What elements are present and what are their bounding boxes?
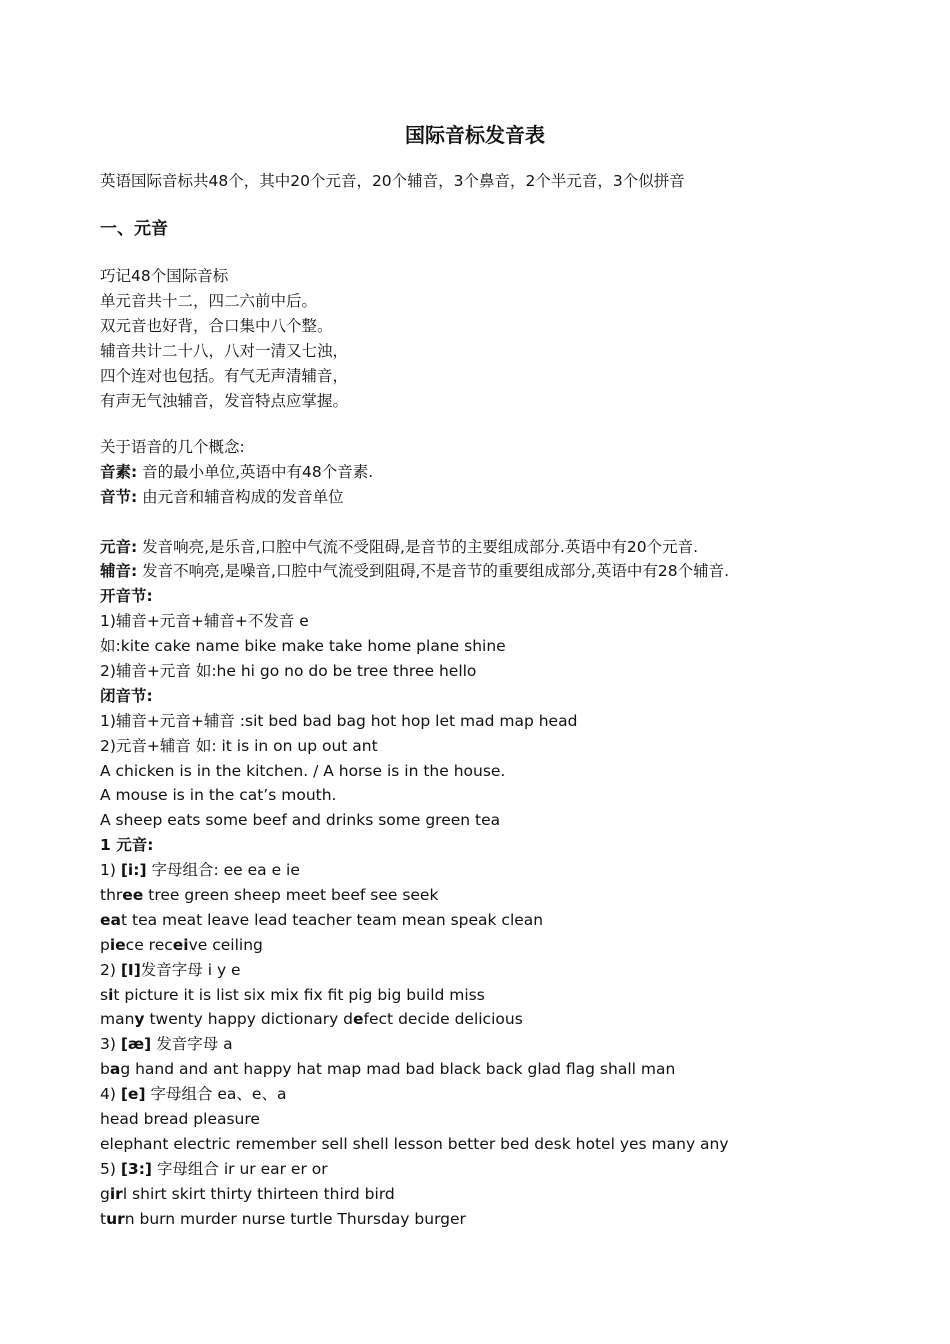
definition-syllable [100, 485, 729, 510]
vowel-description: 字母组合 ir ur ear er or [152, 1159, 328, 1178]
poem-line: 有声无气浊辅音，发音特点应掌握。 [100, 392, 349, 410]
term: 音素: [100, 462, 138, 481]
poem-line: 四个连对也包括。有气无声清辅音， [100, 367, 349, 385]
example-words [100, 908, 729, 933]
poem-line: 巧记48个国际音标 [100, 267, 229, 285]
example-sentence: A sheep eats some beef and drinks some green tea [100, 811, 501, 830]
vowel-heading [100, 1032, 729, 1057]
vowel-ipa: [e] [120, 1085, 146, 1104]
vowel-ipa: [3:] [120, 1159, 152, 1178]
vowel-heading [100, 858, 729, 883]
vowel-description: 字母组合 ea、e、a [145, 1085, 287, 1104]
highlight-letters: ie [109, 935, 126, 954]
highlight-letters: y [134, 1010, 145, 1029]
vowel-description: 发音字母 a [151, 1035, 233, 1054]
vowel-heading [100, 1157, 729, 1182]
highlight-letters: i [108, 985, 114, 1004]
closed-syllable-rule: 1)辅音+元音+辅音 :sit bed bad bag hot hop let mad map head [100, 711, 578, 730]
concepts-heading: 关于语音的几个概念: [100, 438, 245, 456]
vowel-heading [100, 1082, 729, 1107]
page-title: 国际音标发音表 [405, 123, 545, 147]
term: 辅音: [100, 562, 138, 581]
section-heading-vowels: 一、元音 [100, 219, 168, 239]
word-part: p [100, 935, 110, 954]
document-body [100, 435, 729, 1232]
word-part: n burn murder nurse turtle Thursday burger [124, 1209, 466, 1228]
example-words [100, 983, 729, 1008]
highlight-letters: ea [100, 910, 121, 929]
word-part: g [100, 1184, 110, 1203]
word-part: s [100, 985, 109, 1004]
vowel-number: 2) [100, 960, 121, 979]
highlight-letters: ee [122, 886, 144, 905]
word-part: l shirt skirt thirty thirteen third bird [122, 1184, 395, 1203]
mnemonic-poem [100, 264, 348, 414]
definition-consonant [100, 559, 729, 584]
word-part: thr [100, 886, 123, 905]
vowel-number: 3) [100, 1035, 121, 1054]
highlight-letters: e [353, 1010, 364, 1029]
definition: 发音响亮,是乐音,口腔中气流不受阻碍,是音节的主要组成部分.英语中有20个元音. [137, 537, 698, 556]
definition-vowel [100, 535, 729, 560]
highlight-letters: ur [106, 1209, 125, 1228]
word-part: g hand and ant happy hat map mad bad black back glad flag shall man [120, 1060, 676, 1079]
vowel-number: 5) [100, 1159, 121, 1178]
vowel-description: 字母组合: ee ea e ie [146, 861, 300, 880]
vowel-ipa: [I] [120, 960, 141, 979]
vowels-heading [100, 833, 729, 858]
poem-line: 双元音也好背，合口集中八个整。 [100, 317, 333, 335]
heading-label: 元音: [110, 836, 154, 855]
poem-line: 单元音共十二，四二六前中后。 [100, 292, 318, 310]
word-part: man [100, 1010, 135, 1029]
spacer [100, 510, 729, 535]
example-words [100, 1057, 729, 1082]
vowel-ipa: [æ] [120, 1035, 152, 1054]
vowel-description: 发音字母 i y e [140, 960, 241, 979]
word-part: elephant electric remember sell shell lesson better bed desk hotel yes many any [100, 1134, 729, 1153]
word-part: ve ceiling [188, 935, 263, 954]
highlight-letters: ei [172, 935, 189, 954]
example-words [100, 933, 729, 958]
example-words [100, 1107, 729, 1132]
word-part: head bread pleasure [100, 1110, 260, 1129]
word-part: b [100, 1060, 110, 1079]
example-words [100, 1007, 729, 1032]
word-part: tree green sheep meet beef see seek [143, 886, 439, 905]
open-syllable-rule: 1)辅音+元音+辅音+不发音 e [100, 612, 309, 631]
poem-line: 辅音共计二十八，八对一清又七浊， [100, 342, 349, 360]
open-syllable-example: 如:kite cake name bike make take home plane shine [100, 637, 506, 656]
word-part: ce rec [125, 935, 173, 954]
open-syllable-rule: 2)辅音+元音 如:he hi go no do be tree three hello [100, 662, 477, 681]
example-words [100, 1132, 729, 1157]
word-part: t [100, 1209, 107, 1228]
vowel-ipa: [i:] [120, 861, 147, 880]
vowel-number: 1) [100, 861, 121, 880]
word-part: fect decide delicious [363, 1010, 523, 1029]
definition-phoneme [100, 460, 729, 485]
definition: 由元音和辅音构成的发音单位 [137, 487, 344, 506]
word-part: t picture it is list six mix fix fit pig big build miss [113, 985, 485, 1004]
example-words [100, 1207, 729, 1232]
example-words [100, 1182, 729, 1207]
word-part: t tea meat leave lead teacher team mean speak clean [120, 910, 544, 929]
intro-text: 英语国际音标共48个，其中20个元音，20个辅音，3个鼻音，2个半元音，3个似拼音 [100, 172, 685, 190]
word-part: twenty happy dictionary d [144, 1010, 354, 1029]
example-sentence: A mouse is in the cat’s mouth. [100, 786, 337, 805]
heading-number: 1 [100, 836, 111, 855]
definition: 发音不响亮,是噪音,口腔中气流受到阻碍,不是音节的重要组成部分,英语中有28个辅音. [137, 562, 729, 581]
example-words [100, 883, 729, 908]
term: 元音: [100, 537, 138, 556]
definition: 音的最小单位,英语中有48个音素. [137, 462, 374, 481]
highlight-letters: a [109, 1060, 121, 1079]
open-syllable-heading: 开音节: [100, 587, 153, 606]
highlight-letters: ir [109, 1184, 123, 1203]
closed-syllable-rule: 2)元音+辅音 如: it is in on up out ant [100, 736, 378, 755]
vowel-number: 4) [100, 1085, 121, 1104]
vowel-heading [100, 958, 729, 983]
example-sentence: A chicken is in the kitchen. / A horse is in the house. [100, 761, 506, 780]
closed-syllable-heading: 闭音节: [100, 686, 153, 705]
term: 音节: [100, 487, 138, 506]
